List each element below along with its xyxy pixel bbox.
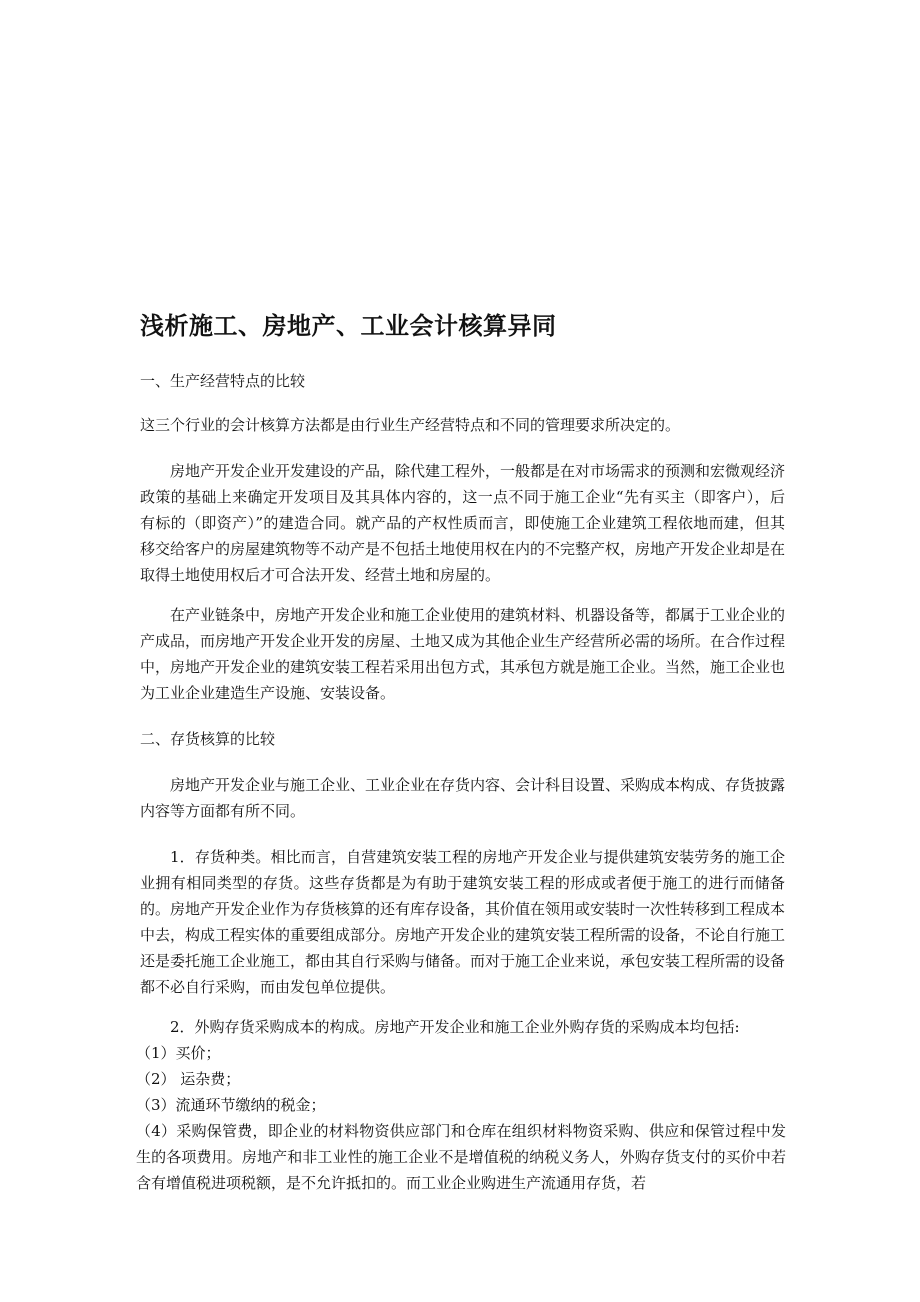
paragraph-industry-chain: 在产业链条中，房地产开发企业和施工企业使用的建筑材料、机器设备等，都属于工业企业的产成品，而房地产开发企业开发的房屋、土地又成为其他企业生产经营所必需的场所。在合作过程中，房地产开发企业的建筑安装工程若采用出包方式，其承包方就是施工企业。当然，施工企业也为工业企业建造生产设施、安装设备。 — [140, 606, 786, 702]
section-1-heading: 一、生产经营特点的比较 — [140, 372, 306, 390]
intro-paragraph: 这三个行业的会计核算方法都是由行业生产经营特点和不同的管理要求所决定的。 — [140, 416, 681, 434]
list-item-purchase-price: （1）买价； — [136, 1044, 221, 1062]
list-item-storage-fee: （4）采购保管费，即企业的材料物资供应部门和仓库在组织材料物资采购、供应和保管过程中发生的各项费用。房地产和非工业性的施工企业不是增值税的纳税义务人，外购存货支付的买价中若含有增值税进项税额，是不允许抵扣的。而工业企业购进生产流通用存货，若 — [136, 1122, 786, 1192]
paragraph-inventory-types: 1．存货种类。相比而言，自营建筑安装工程的房地产开发企业与提供建筑安装劳务的施工企业拥有相同类型的存货。这些存货都是为有助于建筑安装工程的形成或者便于施工的进行而储备的。房地产开发企业作为存货核算的还有库存设备，其价值在领用或安装时一次性转移到工程成本中去，构成工程实体的重要组成部分。房地产开发企业的建筑安装工程所需的设备，不论自行施工还是委托施工企业施工，都由其自行采购与储备。而对于施工企业来说，承包安装工程所需的设备都不必自行采购，而由发包单位提供。 — [140, 848, 786, 996]
list-item-freight: （2） 运杂费； — [136, 1070, 241, 1088]
paragraph-purchase-cost-lead: 2．外购存货采购成本的构成。房地产开发企业和施工企业外购存货的采购成本均包括: — [170, 1018, 740, 1036]
list-item-taxes: （3）流通环节缴纳的税金； — [136, 1096, 326, 1114]
section-2-heading: 二、存货核算的比较 — [140, 730, 276, 748]
paragraph-inventory-overview: 房地产开发企业与施工企业、工业企业在存货内容、会计科目设置、采购成本构成、存货披露内容等方面都有所不同。 — [140, 776, 786, 820]
paragraph-product-nature: 房地产开发企业开发建设的产品，除代建工程外，一般都是在对市场需求的预测和宏微观经济政策的基础上来确定开发项目及其具体内容的，这一点不同于施工企业“先有买主（即客户），后有标的（即资产）”的建造合同。就产品的产权性质而言，即使施工企业建筑工程依地而建，但其移交给客户的房屋建筑物等不动产是不包括土地使用权在内的不完整产权，房地产开发企业却是在取得土地使用权后才可合法开发、经营土地和房屋的。 — [140, 462, 786, 584]
document-title: 浅析施工、房地产、工业会计核算异同 — [140, 311, 557, 340]
